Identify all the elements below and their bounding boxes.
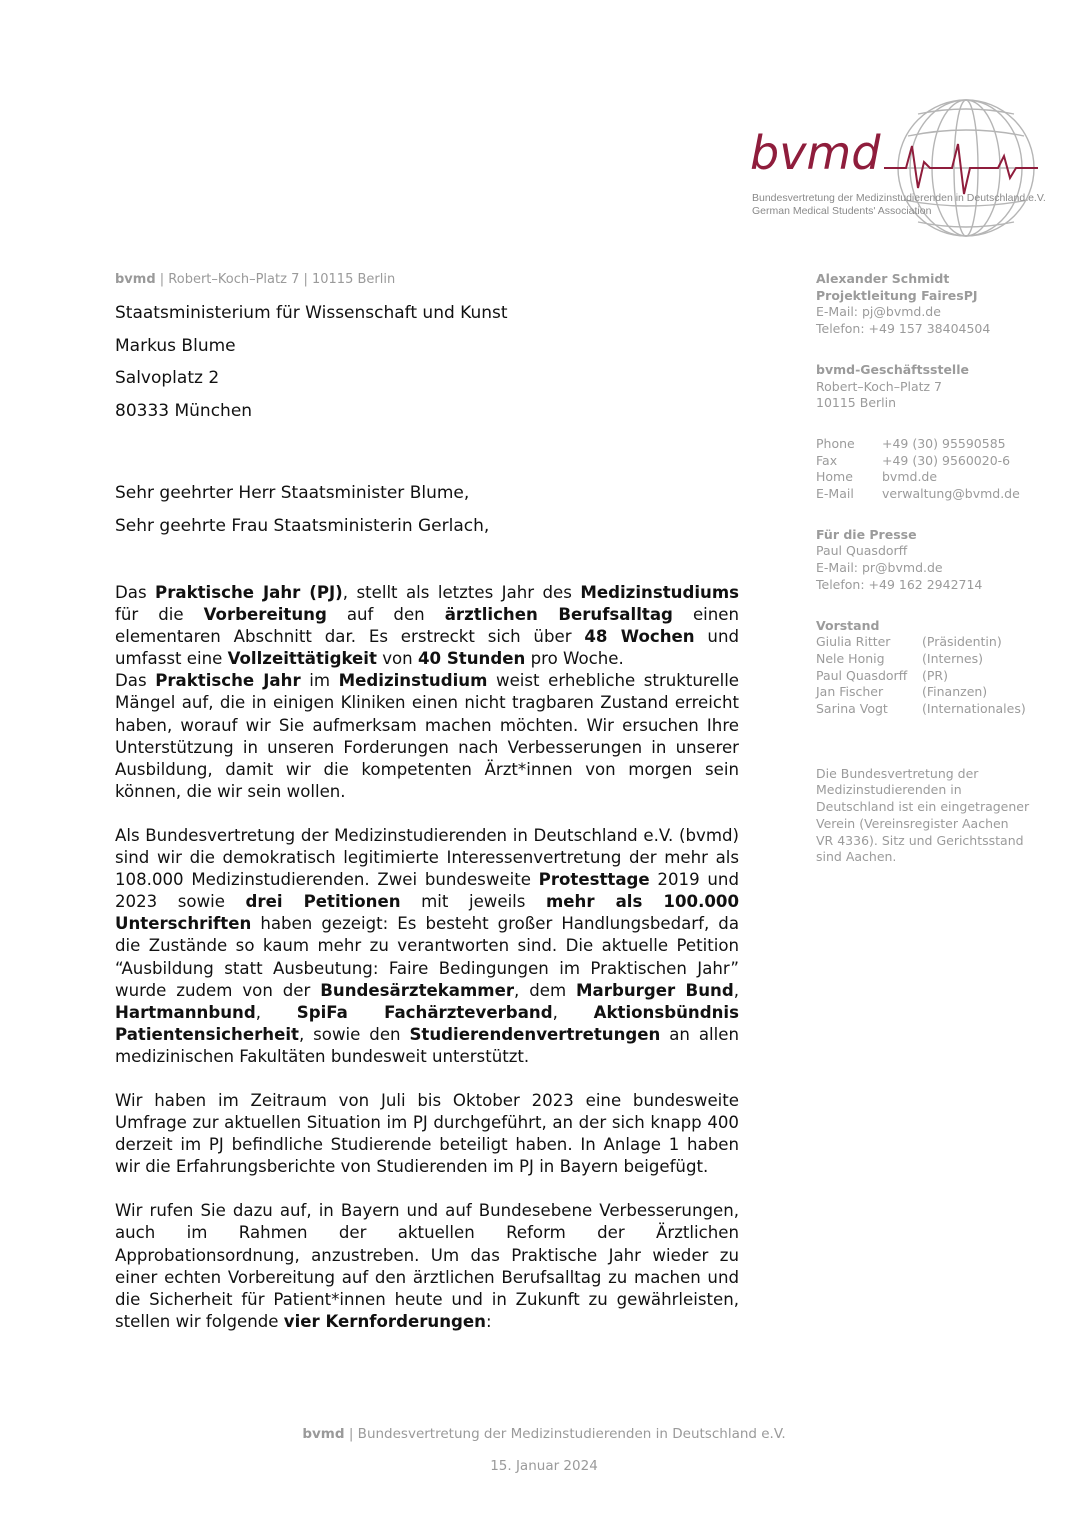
body-text: weist erhebliche strukturelle Mängel auf, die in einigen Kliniken einen nicht tragbaren Zustand erreicht haben, worauf wir Sie aufmerksam machen möchten. Wir ersuchen Ihre Unterstützung in unseren Forderungen nach Verbesserungen in unserer Ausbildung, damit wir die kompetenten Ärzt*innen von morgen sein können, die wir sein wollen. — [115, 671, 740, 801]
emphasis-text: 48 Wochen — [584, 627, 695, 647]
emphasis-text: Praktische Jahr — [155, 671, 301, 691]
office-contact-label: Fax — [816, 452, 838, 468]
body-text: , — [255, 1002, 297, 1022]
contact-name: Alexander Schmidt — [816, 271, 950, 286]
sender-address: | Robert–Koch–Platz 7 | 10115 Berlin — [155, 272, 396, 287]
emphasis-text: Marburger Bund — [576, 980, 734, 1000]
office-contact-value: bvmd.de — [882, 469, 938, 485]
body-text: haben gezeigt: Es besteht großer Handlungsbedarf, da die Zustände so kaum mehr zu verantworten sind. Die aktuelle Petition “Ausbildung statt Ausbeutung: Faire Bedingungen im Praktischen Jahr” wurde zudem von der — [115, 914, 739, 1000]
office-contact-row — [816, 486, 1056, 503]
letter-body — [115, 582, 739, 1333]
emphasis-text: Bundesärztekammer — [320, 980, 515, 1000]
legal-line: Verein (Vereinsregister Aachen — [816, 815, 1009, 831]
body-text: mit jeweils — [400, 892, 546, 912]
emphasis-text: Medizinstudium — [338, 671, 488, 691]
body-text: , stellt als letztes Jahr des — [342, 583, 581, 602]
board-member-row — [816, 651, 1056, 668]
office-contact-row — [816, 436, 1056, 453]
body-text: , dem — [514, 980, 577, 1000]
sidebar-contact-info — [816, 271, 1056, 866]
office-contact-value: verwaltung@bvmd.de — [882, 486, 1020, 502]
body-text: für die — [115, 605, 204, 625]
body-text: Wir rufen Sie dazu auf, in Bayern und auf Bundesebene Verbesserungen, auch im Rahmen der aktuellen Reform der Ärztlichen Approbationsordnung, anzustreben. Um das Praktische Jahr wieder zu einer echten Vorbereitung auf den ärztlichen Berufsalltag zu machen und die Sicherheit für Patient*innen heute und in Zukunft zu gewährleisten, stellen wir folgende — [115, 1201, 739, 1331]
footer-date: 15. Januar 2024 — [490, 1458, 598, 1474]
body-text: Das — [115, 671, 156, 691]
body-paragraph — [115, 825, 739, 1068]
recipient-line: Salvoplatz 2 — [115, 368, 220, 388]
board-member-name: Paul Quasdorff — [816, 667, 908, 683]
footer-org: bvmd — [302, 1426, 345, 1442]
board-member-role: (Internationales) — [922, 701, 1026, 717]
emphasis-text: Studierendenvertretungen — [409, 1024, 661, 1044]
salutation-line: Sehr geehrte Frau Staatsministerin Gerlach, — [115, 516, 490, 536]
emphasis-text: Medizinstudiums — [580, 583, 740, 602]
body-paragraph — [115, 1090, 739, 1178]
emphasis-text: SpiFa Fachärzteverband — [296, 1002, 553, 1022]
emphasis-text: mehr als 100.000 Unterschriften — [115, 892, 740, 934]
body-text: von — [376, 649, 418, 669]
legal-line: VR 4336). Sitz und Gerichtsstand — [816, 832, 1024, 848]
office-city: 10115 Berlin — [816, 395, 897, 411]
legal-line: Die Bundesvertretung der — [816, 765, 979, 781]
emphasis-text: Vorbereitung — [203, 605, 327, 625]
body-text: : — [485, 1311, 492, 1331]
office-contact-label: E-Mail — [816, 486, 854, 502]
body-text: , — [552, 1002, 594, 1022]
office-contact-value: +49 (30) 95590585 — [882, 435, 1006, 451]
office-contact-row — [816, 453, 1056, 470]
recipient-line: Staatsministerium für Wissenschaft und Kunst — [115, 303, 508, 323]
contact-role: Projektleitung FairesPJ — [816, 287, 978, 303]
press-phone: Telefon: +49 162 2942714 — [816, 576, 983, 592]
legal-line: Deutschland ist ein eingetragener — [816, 799, 1030, 815]
body-text: einen elementaren Abschnitt dar. Es erstreckt sich über — [115, 605, 739, 647]
office-contact-label: Phone — [816, 435, 855, 451]
body-text: auf den — [326, 605, 445, 625]
contact-email: E-Mail: pj@bvmd.de — [816, 304, 941, 320]
board-member-role: (PR) — [922, 667, 948, 683]
recipient-line: 80333 München — [115, 401, 253, 421]
emphasis-text: 40 Stunden — [417, 649, 526, 669]
recipient-line: Markus Blume — [115, 336, 236, 356]
heartbeat-line — [884, 144, 1038, 194]
body-text: im — [300, 671, 339, 691]
contact-phone: Telefon: +49 157 38404504 — [816, 321, 991, 337]
body-text: an allen medizinischen Fakultäten bundesweit unterstützt. — [115, 1024, 739, 1066]
board-title: Vorstand — [816, 617, 880, 633]
press-email: E-Mail: pr@bvmd.de — [816, 560, 943, 576]
board-member-role: (Präsidentin) — [922, 634, 1002, 650]
salutation-line: Sehr geehrter Herr Staatsminister Blume, — [115, 483, 470, 503]
emphasis-text: Aktionsbündnis Patientensicherheit — [115, 1002, 739, 1044]
board-member-role: (Finanzen) — [922, 684, 988, 700]
board-member-row — [816, 684, 1056, 701]
emphasis-text: vier Kernforderungen — [283, 1311, 486, 1331]
footer-org-line — [0, 1426, 1088, 1442]
body-paragraph — [115, 582, 739, 670]
emphasis-text: Hartmannbund — [115, 1002, 256, 1022]
press-title: Für die Presse — [816, 526, 917, 542]
emphasis-text: drei Petitionen — [245, 892, 401, 912]
footer-text: | Bundesvertretung der Medizinstudierenden in Deutschland e.V. — [344, 1426, 786, 1442]
body-text: Als Bundesvertretung der Medizinstudierenden in Deutschland e.V. (bvmd) sind wir die demokratisch legitimierte Interessenvertretung der mehr als 108.000 Medizinstudierenden. Zwei bundesweite — [115, 825, 739, 890]
office-contact-row — [816, 469, 1056, 486]
office-contact-label: Home — [816, 469, 853, 485]
board-member-name: Jan Fischer — [816, 684, 884, 700]
body-text: , sowie den — [298, 1024, 410, 1044]
board-member-row — [816, 668, 1056, 685]
sender-org: bvmd — [115, 272, 156, 287]
body-paragraph — [115, 1200, 739, 1333]
body-text: Wir haben im Zeitraum von Juli bis Oktober 2023 eine bundesweite Umfrage zur aktuellen Situation im PJ durchgeführt, an der sich knapp 400 derzeit im PJ befindliche Studierende beteiligt haben. In Anlage 1 haben wir die Erfahrungsberichte von Studierenden im PJ in Bayern beigefügt. — [115, 1090, 739, 1177]
office-title: bvmd-Geschäftsstelle — [816, 361, 969, 377]
body-text: pro Woche. — [525, 649, 624, 669]
legal-line: Medizinstudierenden in — [816, 782, 962, 798]
logo-subline: Bundesvertretung der Medizinstudierenden in Deutschland e.V. — [752, 192, 1046, 204]
emphasis-text: Vollzeittätigkeit — [227, 649, 377, 669]
board-member-row — [816, 634, 1056, 651]
emphasis-text: Praktische Jahr (PJ) — [155, 583, 343, 602]
press-name: Paul Quasdorff — [816, 543, 908, 559]
body-paragraph — [115, 670, 739, 803]
board-member-name: Nele Honig — [816, 650, 885, 666]
emphasis-text: Protesttage — [538, 870, 650, 890]
logo-subline-en: German Medical Students' Association — [752, 205, 932, 217]
emphasis-text: ärztlichen Berufsalltag — [444, 605, 673, 625]
legal-line: sind Aachen. — [816, 849, 897, 865]
sender-line — [115, 272, 395, 287]
body-text: Das — [115, 583, 156, 602]
body-text: und umfasst eine — [115, 627, 740, 669]
logo-wordmark: bvmd — [750, 126, 881, 180]
board-member-role: (Internes) — [922, 650, 983, 666]
body-text: , — [733, 980, 739, 1000]
office-contact-value: +49 (30) 9560020-6 — [882, 452, 1011, 468]
office-street: Robert–Koch–Platz 7 — [816, 378, 943, 394]
board-member-name: Giulia Ritter — [816, 634, 891, 650]
board-member-row — [816, 701, 1056, 718]
board-member-name: Sarina Vogt — [816, 701, 888, 717]
body-text: 2019 und 2023 sowie — [115, 870, 739, 912]
